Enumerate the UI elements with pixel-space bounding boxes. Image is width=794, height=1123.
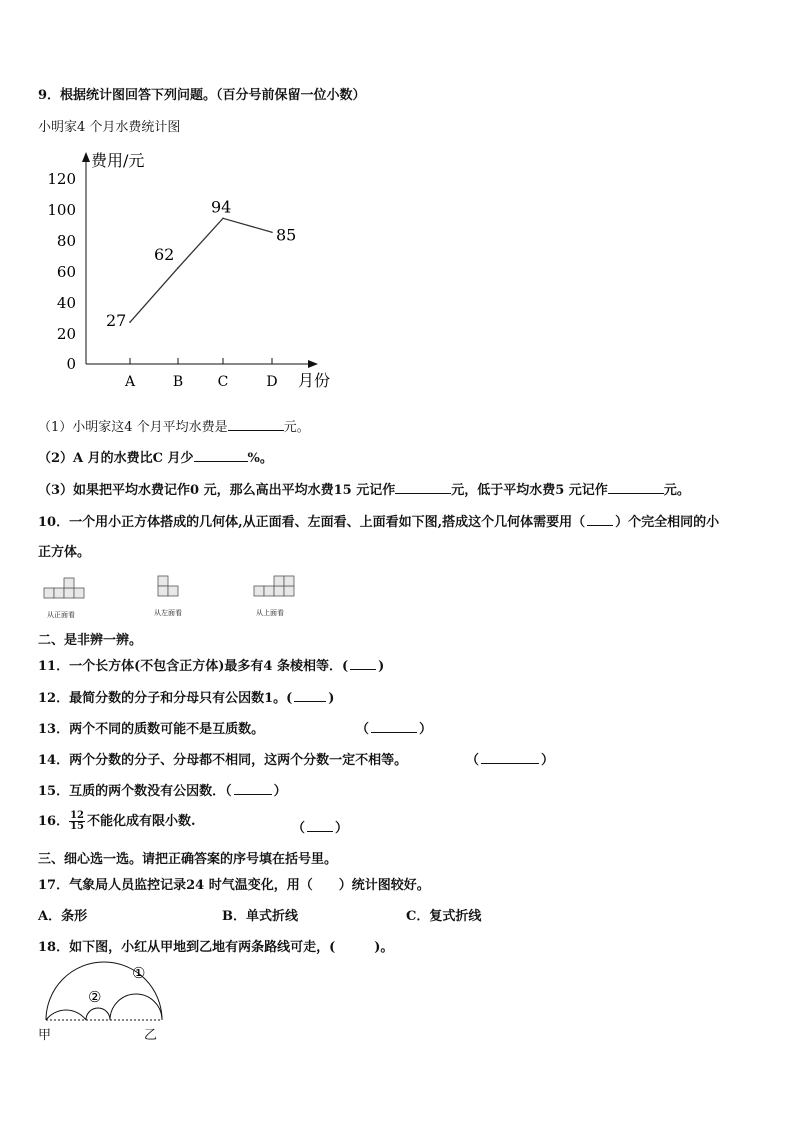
q18-text: 18．如下图，小红从甲地到乙地有两条路线可走，( )。 — [38, 940, 394, 955]
y-axis-title: 费用/元 — [91, 151, 145, 170]
answer-blank[interactable] — [228, 418, 284, 431]
q9-sub3-text: （3）如果把平均水费记作0 元，那么高出平均水费15 元记作 — [38, 483, 396, 498]
q9-sub2-text: （2）A 月的水费比C 月少 — [38, 451, 194, 466]
q11-text: 11．一个长方体(不包含正方体)最多有4 条棱相等．( — [38, 659, 349, 674]
answer-blank[interactable] — [307, 819, 333, 832]
answer-blank[interactable] — [194, 449, 248, 462]
end-label: 乙 — [144, 1028, 158, 1043]
q17-option-b[interactable]: B．单式折线 — [222, 909, 298, 924]
y-tick-label: 80 — [56, 232, 76, 250]
data-label: 85 — [276, 225, 297, 245]
y-tick-label: 60 — [56, 263, 76, 281]
route-figure — [36, 958, 176, 1028]
q9-sub2-unit: %。 — [247, 451, 273, 466]
y-tick-label: 20 — [56, 325, 76, 343]
section-3-heading: 三、细心选一选。请把正确答案的序号填在括号里。 — [38, 852, 338, 867]
q9-sub3-unit: 元。 — [663, 483, 690, 498]
q17-option-a[interactable]: A．条形 — [38, 909, 88, 924]
q11-end: ) — [378, 659, 385, 674]
q13-paren — [356, 718, 432, 737]
q12-end: ) — [328, 691, 335, 706]
q9-stem: 9．根据统计图回答下列问题。（百分号前保留一位小数） — [38, 88, 366, 103]
q17-option-c[interactable]: C．复式折线 — [406, 909, 482, 924]
q9-sub1-text: （1）小明家这4 个月平均水费是 — [38, 420, 228, 435]
answer-blank[interactable] — [608, 481, 664, 494]
q16 — [38, 810, 196, 832]
data-point — [222, 218, 224, 220]
q16-paren — [292, 817, 348, 836]
x-tick-label: B — [172, 374, 184, 390]
data-point — [177, 267, 179, 269]
y-tick-label: 0 — [66, 355, 76, 373]
line-chart — [40, 148, 350, 398]
start-label: 甲 — [38, 1028, 52, 1043]
y-tick-label: 120 — [47, 170, 76, 188]
y-tick-label: 100 — [47, 201, 76, 219]
route-2-label: ② — [88, 988, 102, 1006]
q10-text-end: ）个完全相同的小 — [615, 515, 720, 530]
route-1-label: ① — [132, 964, 146, 982]
answer-blank[interactable] — [234, 782, 272, 795]
q9-sub1 — [38, 416, 310, 435]
q10-line1 — [38, 511, 719, 530]
q11 — [38, 655, 384, 674]
data-label: 27 — [106, 311, 127, 331]
left-view — [158, 576, 178, 596]
section-2-heading: 二、是非辨一辨。 — [38, 633, 143, 648]
paren-close: ） — [541, 753, 555, 768]
paren-open: （ — [356, 722, 370, 737]
q9-sub2 — [38, 447, 273, 466]
y-axis-arrow — [82, 152, 90, 162]
paren-close: ） — [419, 722, 433, 737]
x-tick-label: D — [266, 374, 278, 390]
top-view-label: 从上面看 — [256, 609, 284, 617]
q13-text: 13．两个不同的质数可能不是互质数。 — [38, 722, 265, 737]
paren-close: ） — [335, 821, 349, 836]
q9-sub3 — [38, 479, 690, 498]
paren-open: （ — [292, 821, 306, 836]
left-view-label: 从左面看 — [154, 609, 182, 617]
paren-open: （ — [466, 753, 480, 768]
answer-blank[interactable] — [350, 657, 376, 670]
answer-blank[interactable] — [371, 720, 417, 733]
q16-text: 不能化成有限小数. — [87, 814, 196, 829]
route-2-arc — [86, 1008, 110, 1020]
q16-label: 16． — [38, 814, 70, 829]
x-tick-label: C — [217, 374, 229, 390]
answer-blank[interactable] — [481, 751, 539, 764]
q10-line2: 正方体。 — [38, 545, 91, 560]
q14-paren — [466, 749, 554, 768]
fraction-numerator: 12 — [70, 810, 85, 821]
front-view-label: 从正面看 — [47, 611, 75, 619]
chart-title: 小明家4 个月水费统计图 — [38, 120, 181, 135]
q15 — [38, 780, 287, 799]
x-axis-arrow — [308, 360, 318, 368]
q12 — [38, 687, 334, 706]
answer-blank[interactable] — [587, 513, 613, 526]
data-point — [271, 231, 273, 233]
series-line — [130, 218, 272, 322]
answer-blank[interactable] — [395, 481, 451, 494]
top-view — [254, 576, 294, 596]
route-2-arc — [110, 994, 162, 1020]
q12-text: 12．最简分数的分子和分母只有公因数1。( — [38, 691, 293, 706]
x-tick-label: A — [124, 374, 136, 390]
fraction-denominator: 15 — [70, 821, 85, 832]
y-tick-label: 40 — [56, 294, 76, 312]
q9-sub3-mid: 元，低于平均水费5 元记作 — [451, 483, 608, 498]
front-view — [44, 578, 84, 598]
q15-text: 15．互质的两个数没有公因数．（ — [38, 784, 232, 799]
fraction — [69, 811, 85, 832]
data-label: 62 — [154, 244, 175, 264]
answer-blank[interactable] — [294, 689, 326, 702]
q10-text: 10．一个用小正方体搭成的几何体,从正面看、左面看、上面看如下图,搭成这个几何体需要用（ — [38, 515, 586, 530]
q17-text: 17．气象局人员监控记录24 时气温变化，用（ ）统计图较好。 — [38, 878, 430, 893]
x-axis-title: 月份 — [298, 371, 331, 390]
q15-end: ） — [273, 784, 287, 799]
q14-text: 14．两个分数的分子、分母都不相同，这两个分数一定不相等。 — [38, 753, 408, 768]
q9-sub1-unit: 元。 — [283, 420, 310, 435]
data-point — [129, 321, 131, 323]
data-label: 94 — [211, 197, 232, 217]
route-2-arc — [46, 1010, 86, 1020]
